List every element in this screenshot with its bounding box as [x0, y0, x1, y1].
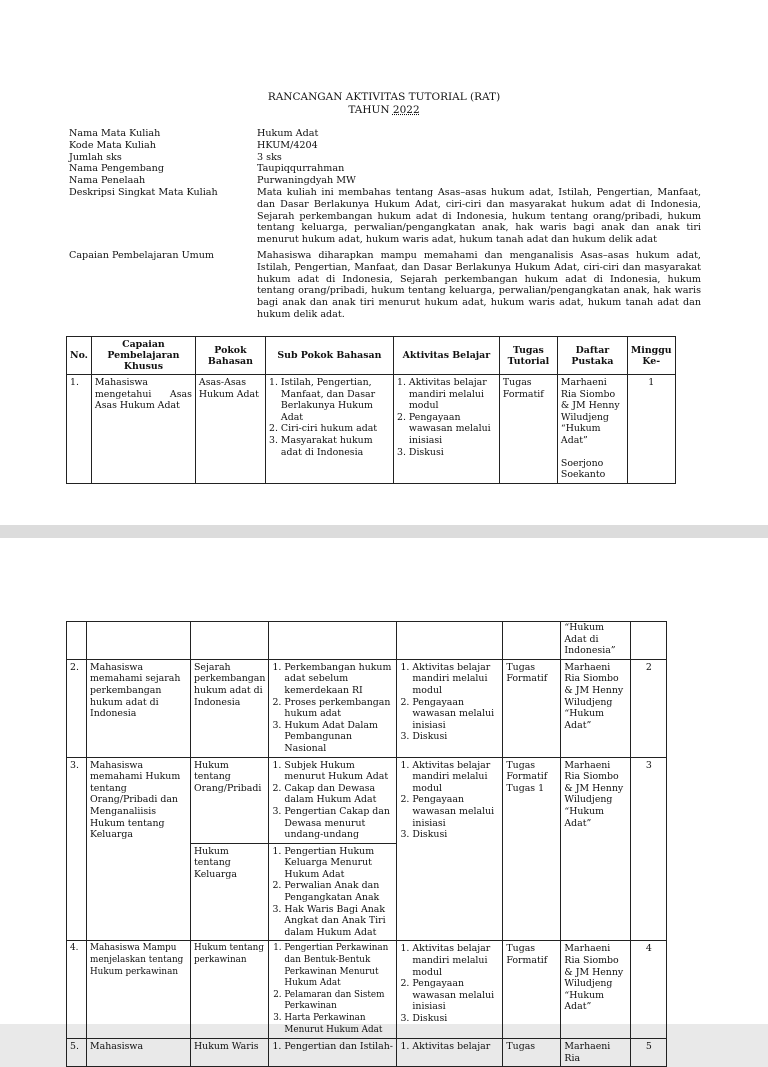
document-page-1: [0, 0, 768, 525]
meta-row: [69, 128, 701, 140]
list-item: 3. Harta Perkawinan Menurut Hukum Adat: [284, 1013, 393, 1036]
list-item: 1. Pengertian Hukum Keluarga Menurut Hukum Adat: [284, 846, 393, 881]
table-row: [67, 757, 667, 843]
cell-tugas: Tugas: [503, 1039, 561, 1067]
list-item: 3. Masyarakat hukum adat di Indonesia: [281, 435, 390, 458]
cell-daftar: Marhaeni Ria: [561, 1039, 631, 1067]
cell-capaian: Mahasiswa: [87, 1039, 191, 1067]
cell-daftar: Marhaeni Ria Siombo & JM Henny Wiludjeng “Hukum Adat”: [561, 659, 631, 757]
cell-pokok: Asas-Asas Hukum Adat: [195, 375, 265, 484]
meta-label: Nama Pengembang: [69, 163, 164, 175]
list-item: 3. Hak Waris Bagi Anak Angkat dan Anak Tiri dalam Hukum Adat: [284, 904, 393, 939]
cell-aktivitas: [397, 941, 503, 1039]
cell-no: 3.: [67, 757, 87, 941]
cell-sub: [269, 757, 397, 843]
cell-no: 1.: [67, 375, 92, 484]
cell-empty: [67, 622, 87, 660]
cell-aktivitas: [397, 659, 503, 757]
header-aktivitas: Aktivitas Belajar: [393, 337, 499, 375]
list-item: 3. Diskusi: [412, 829, 499, 841]
cell-capaian: Mahasiswa Mampu menjelaskan tentang Hukum perkawinan: [87, 941, 191, 1039]
header-capaian: Capaian Pembelajaran Khusus: [91, 337, 195, 375]
cell-daftar: Marhaeni Ria Siombo & JM Henny Wiludjeng “Hukum Adat”: [561, 757, 631, 941]
cell-empty: [397, 622, 503, 660]
cell-minggu: 1: [627, 375, 675, 484]
list-item: 3. Diskusi: [412, 731, 499, 743]
list-item: 1. Aktivitas belajar: [412, 1041, 499, 1053]
list-item: 3. Pengertian Cakap dan Dewasa menurut undang-undang: [284, 806, 393, 841]
meta-value: HKUM/4204: [257, 139, 318, 151]
cell-sub: [269, 1039, 397, 1067]
meta-row: [69, 175, 701, 187]
year-value: 2022: [392, 104, 420, 116]
meta-label: Jumlah sks: [69, 151, 122, 163]
cell-minggu: 2: [631, 659, 667, 757]
header-daftar: Daftar Pustaka: [557, 337, 627, 375]
list-item: 3. Hukum Adat Dalam Pembangunan Nasional: [284, 720, 393, 755]
cell-capaian: Mahasiswa memahami sejarah perkembangan hukum adat di Indonesia: [87, 659, 191, 757]
cell-empty: [87, 622, 191, 660]
cell-pokok: Sejarah perkembangan hukum adat di Indonesia: [191, 659, 269, 757]
cell-aktivitas: [393, 375, 499, 484]
list-item: 3. Diskusi: [412, 1013, 499, 1025]
cell-sub: [269, 843, 397, 941]
cell-no: 4.: [67, 941, 87, 1039]
meta-value: Purwaningdyah MW: [257, 175, 356, 187]
list-item: 1. Istilah, Pengertian, Manfaat, dan Dasar Berlakunya Hukum Adat: [281, 377, 390, 423]
meta-value: Mata kuliah ini membahas tentang Asas–asas hukum adat, Istilah, Pengertian, Manfaat, dan Dasar Berlakunya Hukum Adat, ciri-ciri dan masyarakat hukum adat di Indonesia, Sejarah perkembangan hukum adat di Indonesia, hukum tentang orang/pribadi, hukum tentang keluarga, perwalian/pengangkatan anak, hak waris bagi anak dan anak tiri menurut hukum adat, hukum waris adat, hukum tanah adat dan hukum delik adat: [257, 186, 701, 246]
header-sub: Sub Pokok Bahasan: [265, 337, 393, 375]
document-page-2: [0, 538, 768, 1064]
cell-capaian: Mahasiswa mengetahui Asas Asas Hukum Adat: [91, 375, 195, 484]
cell-daftar: Marhaeni Ria Siombo & JM Henny Wiludjeng “Hukum Adat”: [561, 941, 631, 1039]
cell-tugas: Tugas Formatif: [503, 941, 561, 1039]
reference-item: Marhaeni Ria Siombo & JM Henny Wiludjeng “Hukum Adat”: [560, 377, 620, 446]
cell-sub: [265, 375, 393, 484]
cell-pokok: Hukum tentang Orang/Pribadi: [191, 757, 269, 843]
list-item: 1. Subjek Hukum menurut Hukum Adat: [284, 760, 393, 783]
cell-capaian: Mahasiswa memahami Hukum tentang Orang/Pribadi dan Menganaliisis Hukum tentang Keluarga: [87, 757, 191, 941]
cell-no: 5.: [67, 1039, 87, 1067]
meta-value: Taupiqqurrahman: [257, 163, 345, 175]
list-item: 3. Diskusi: [409, 447, 496, 459]
meta-value: Mahasiswa diharapkan mampu memahami dan menganalisis Asas–asas hukum adat, Istilah, Pengertian, Manfaat, dan Dasar Berlakunya Hukum Adat, ciri-ciri dan masyarakat hukum adat di Indonesia, Sejarah perkembangan hukum adat di Indonesia, hukum tentang orang/pribadi, hukum tentang keluarga, perwalian/pengangkatan anak, hak waris bagi anak dan anak tiri menurut hukum adat, hukum waris adat, hukum tanah adat dan hukum delik adat.: [257, 249, 701, 320]
list-item: 2. Perwalian Anak dan Pengangkatan Anak: [284, 880, 393, 903]
cell-minggu: 3: [631, 757, 667, 941]
meta-row: [69, 152, 701, 164]
list-item: 2. Pengayaan wawasan melalui inisiasi: [412, 697, 499, 732]
meta-value: Hukum Adat: [257, 128, 319, 139]
year-prefix: TAHUN: [348, 104, 393, 116]
list-item: 2. Ciri-ciri hukum adat: [281, 423, 390, 435]
cell-empty: [191, 622, 269, 660]
meta-label: Nama Penelaah: [69, 175, 146, 187]
table-row: [67, 375, 676, 484]
cell-tugas: Tugas Formatif: [499, 375, 557, 484]
meta-row: [69, 140, 701, 152]
cell-pokok: Hukum tentang perkawinan: [191, 941, 269, 1039]
meta-label: Kode Mata Kuliah: [69, 139, 156, 151]
rat-table-continued: [66, 621, 667, 1067]
cell-empty: [503, 622, 561, 660]
meta-row: [69, 187, 701, 246]
cell-pokok: Hukum Waris: [191, 1039, 269, 1067]
cell-aktivitas: [397, 757, 503, 941]
cell-daftar: “Hukum Adat di Indonesia”: [561, 622, 631, 660]
table-row: [67, 941, 667, 1039]
list-item: 1. Perkembangan hukum adat sebelum kemerdekaan RI: [284, 662, 393, 697]
document-title: RANCANGAN AKTIVITAS TUTORIAL (RAT): [267, 91, 501, 103]
cell-minggu: 5: [631, 1039, 667, 1067]
header-no: No.: [67, 337, 92, 375]
meta-row: [69, 250, 701, 321]
cell-aktivitas: [397, 1039, 503, 1067]
meta-label: Capaian Pembelajaran Umum: [69, 249, 215, 261]
course-info: [69, 128, 701, 321]
header-pokok: Pokok Bahasan: [195, 337, 265, 375]
list-item: 2. Cakap dan Dewasa dalam Hukum Adat: [284, 783, 393, 806]
list-item: 2. Proses perkembangan hukum adat: [284, 697, 393, 720]
document-year: [0, 104, 768, 117]
header-tugas: Tugas Tutorial: [499, 337, 557, 375]
list-item: 2. Pelamaran dan Sistem Perkawinan: [284, 990, 393, 1013]
rat-table: [66, 336, 676, 484]
cell-sub: [269, 659, 397, 757]
page-separator: [0, 525, 768, 538]
reference-item: Soerjono Soekanto: [560, 457, 606, 481]
header-minggu: Minggu Ke-: [627, 337, 675, 375]
cell-empty: [631, 622, 667, 660]
list-item: 2. Pengayaan wawasan melalui inisiasi: [412, 794, 499, 829]
cell-tugas: Tugas Formatif Tugas 1: [503, 757, 561, 941]
list-item: 1. Aktivitas belajar mandiri melalui modul: [412, 662, 499, 697]
cell-no: 2.: [67, 659, 87, 757]
meta-label: Deskripsi Singkat Mata Kuliah: [69, 186, 218, 198]
list-item: 1. Pengertian dan Istilah-: [284, 1041, 393, 1053]
cell-empty: [269, 622, 397, 660]
list-item: 1. Aktivitas belajar mandiri melalui modul: [409, 377, 496, 412]
list-item: 2. Pengayaan wawasan melalui inisiasi: [409, 412, 496, 447]
table-header-row: [67, 337, 676, 375]
cell-daftar: [557, 375, 627, 484]
cell-pokok: Hukum tentang Keluarga: [191, 843, 269, 941]
table-row-continuation: [67, 622, 667, 660]
table-row: [67, 1039, 667, 1067]
list-item: 1. Aktivitas belajar mandiri melalui modul: [412, 760, 499, 795]
cell-minggu: 4: [631, 941, 667, 1039]
list-item: 1. Pengertian Perkawinan dan Bentuk-Bentuk Perkawinan Menurut Hukum Adat: [284, 943, 393, 989]
cell-tugas: Tugas Formatif: [503, 659, 561, 757]
table-row: [67, 659, 667, 757]
list-item: 2. Pengayaan wawasan melalui inisiasi: [412, 978, 499, 1013]
cell-sub: [269, 941, 397, 1039]
meta-value: 3 sks: [257, 151, 282, 163]
meta-row: [69, 163, 701, 175]
list-item: 1. Aktivitas belajar mandiri melalui modul: [412, 943, 499, 978]
meta-label: Nama Mata Kuliah: [69, 128, 161, 139]
